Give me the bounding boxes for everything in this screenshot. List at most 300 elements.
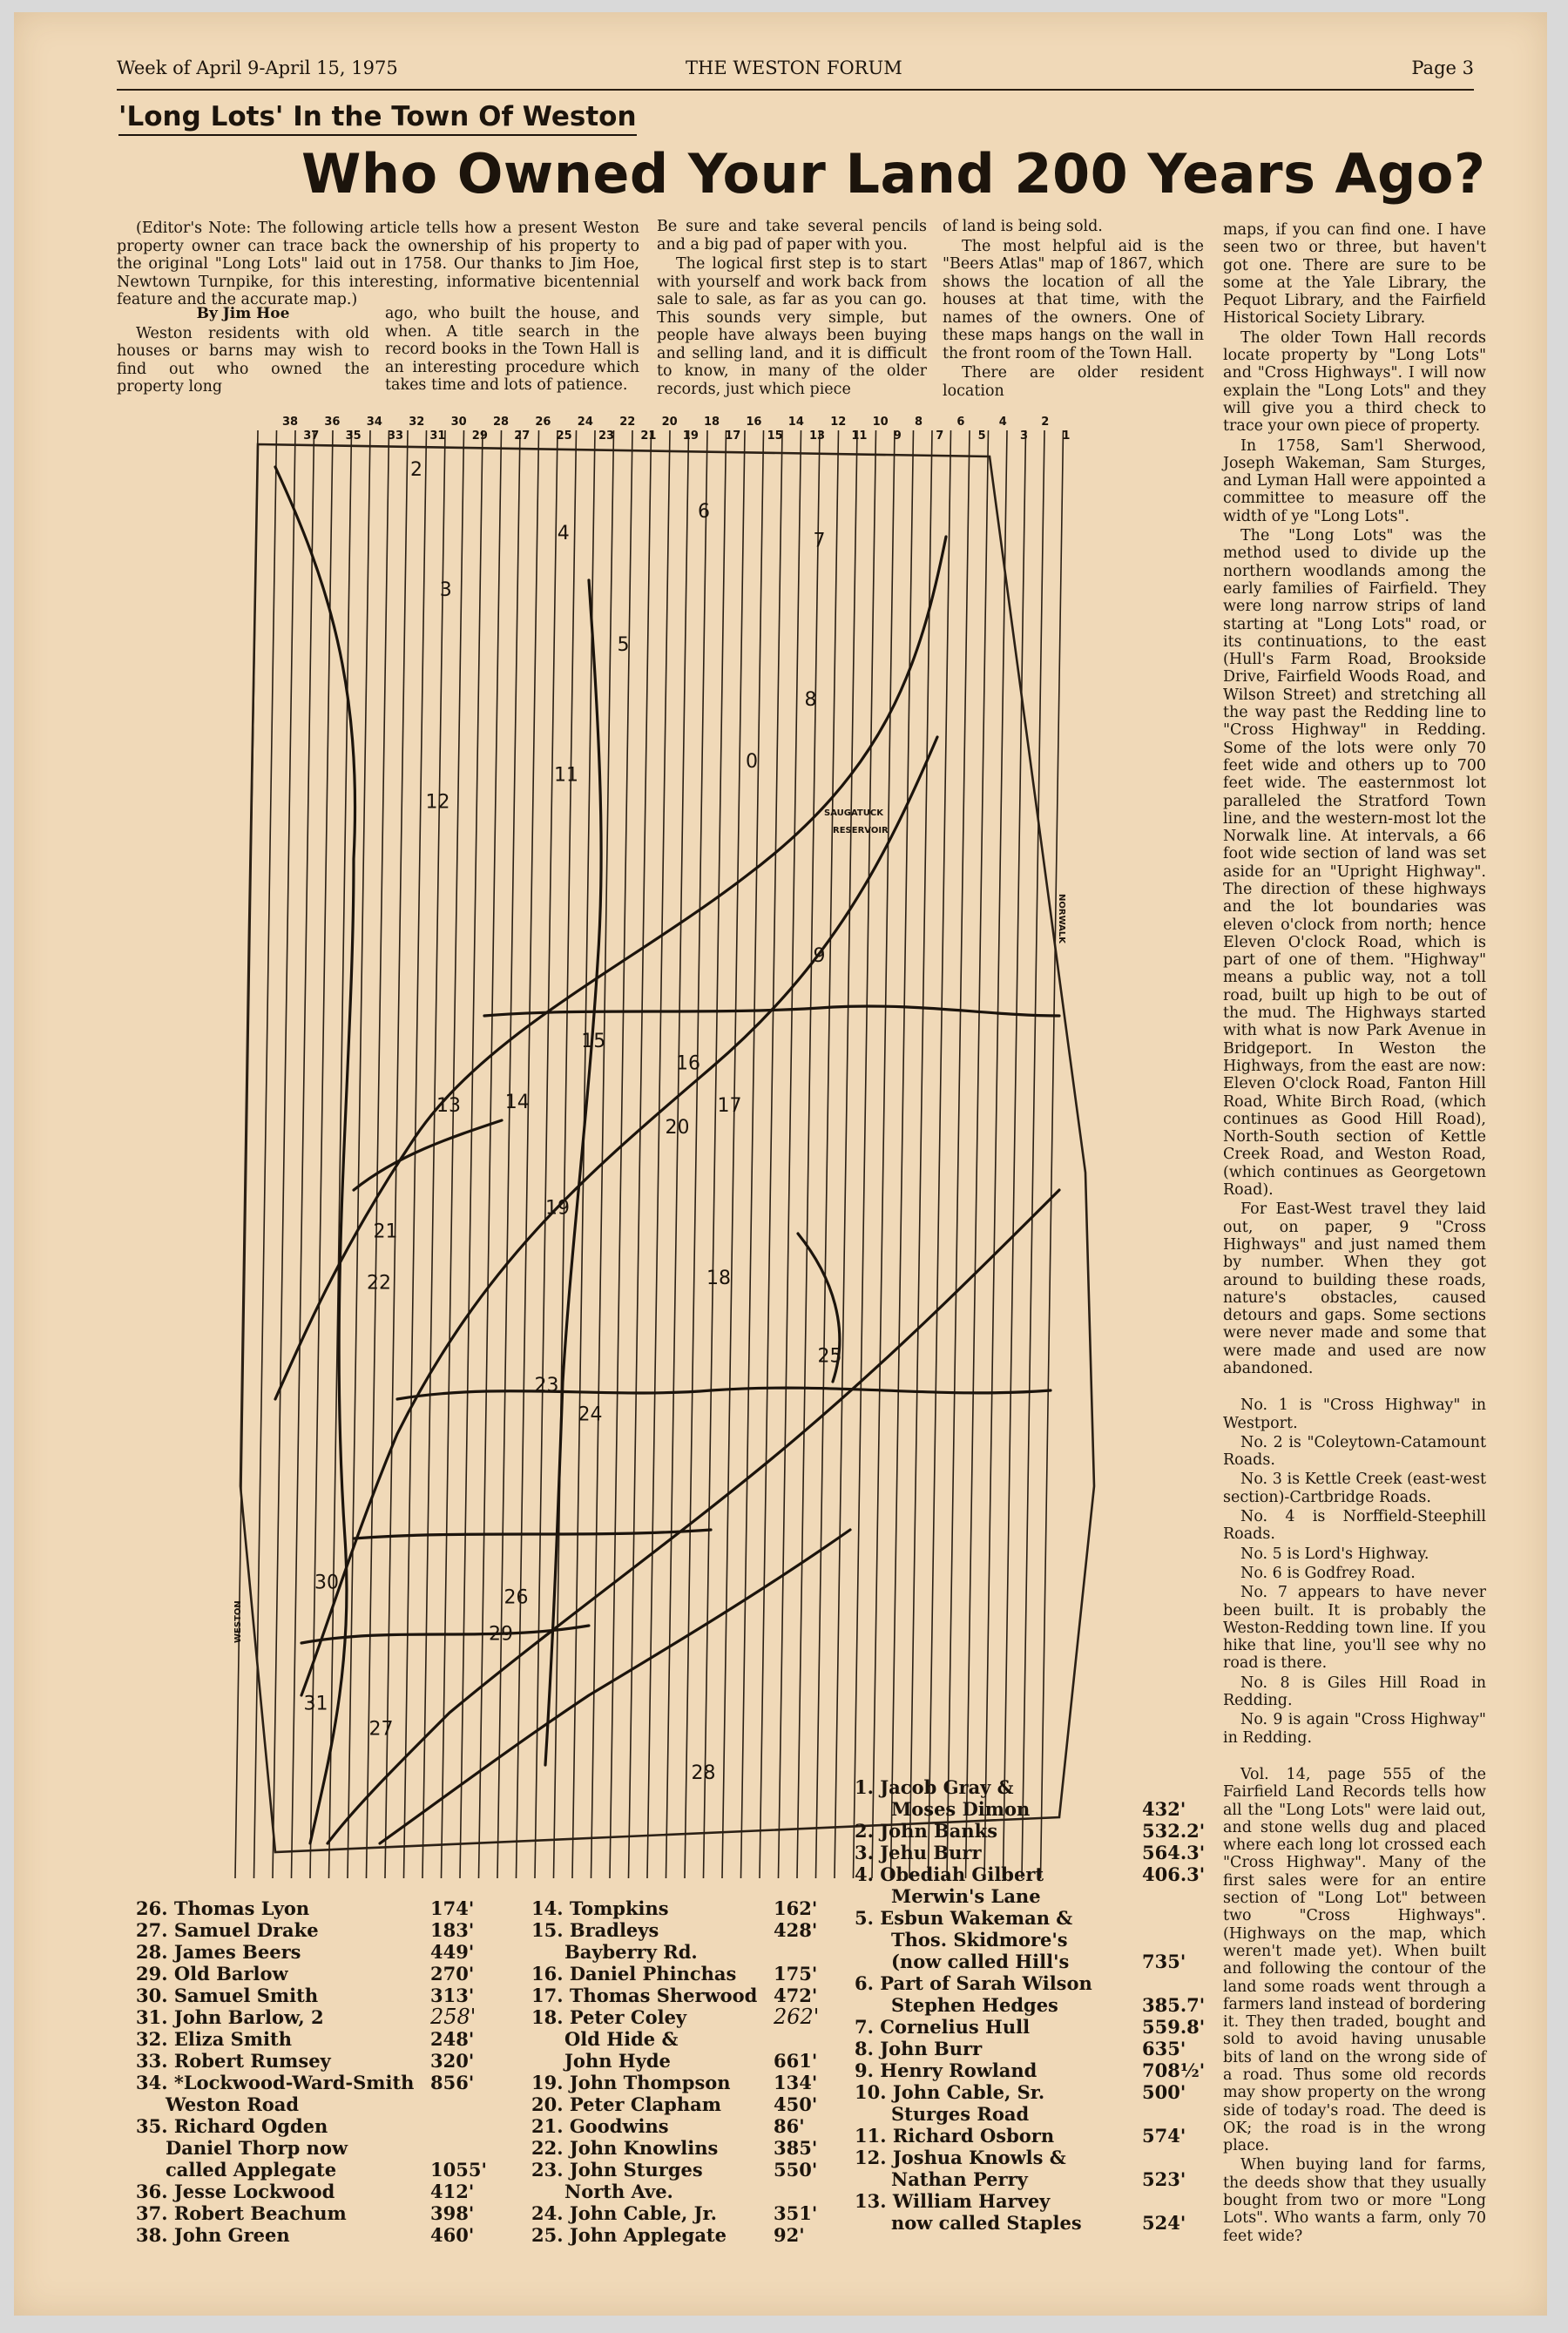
legend-lot-name: Stephen Hedges [891,1994,1058,2016]
legend-lot-name: 11. Richard Osborn [855,2125,1055,2147]
article-column-2 [385,305,639,396]
legend-lot-width: 524' [1142,2212,1186,2234]
lot-boundary-line [797,430,820,1878]
legend-row [136,2028,476,2050]
col3-paragraph-2: The logical first step is to start with yourself and work back from sale to sale, as far as you can go. This sounds very simple, but people have always been buying and selling land, and it is difficult to know, in many of the older records, just which piece [657,255,927,398]
legend-row [136,2115,476,2137]
legend-row [855,1820,1206,1842]
lot-number-label: 15 [581,1031,606,1053]
legend-lot-name: 13. William Harvey [855,2190,1051,2212]
lot-number-label: 27 [368,1718,394,1741]
article-column-3 [657,218,927,400]
lot-boundary-line [909,430,932,1878]
legend-lot-width: 248' [430,2028,475,2050]
legend-lot-name: 6. Part of Sarah Wilson [855,1972,1092,1994]
lot-number-label: 8 [804,688,817,711]
lot-boundary-line [439,430,464,1878]
legend-lot-name: Merwin's Lane [891,1885,1041,1907]
legend-row [136,2181,476,2202]
legend-row [531,2072,862,2093]
legend-row [531,2137,862,2159]
legend-lot-width: 564.3' [1142,1842,1206,1863]
lot-number-label: 22 [367,1272,391,1295]
lot-boundary-line [984,430,1007,1878]
legend-lot-name: (now called Hill's [891,1951,1070,1972]
lot-number-top: 25 [556,429,572,443]
map-place-label: SAUGATUCK [824,808,883,818]
newspaper-name: THE WESTON FORUM [686,57,902,78]
lot-number-top: 12 [830,416,847,429]
legend-lot-width: 559.8' [1142,2016,1206,2038]
legend-row [855,1951,1189,1972]
legend-lot-width: 450' [774,2093,818,2115]
issue-date: Week of April 9-April 15, 1975 [117,57,398,78]
lot-boundary-line [704,430,727,1878]
lot-number-label: 18 [706,1268,731,1290]
legend-lot-name: 16. Daniel Phinchas [531,1963,737,1985]
legend-lot-name: 35. Richard Ogden [136,2115,328,2137]
col3-paragraph-1: Be sure and take several pencils and a big pad of paper with you. [657,218,927,254]
highway-3: No. 3 is Kettle Creek (east-west section)-Cartbridge Roads. [1223,1471,1486,1506]
legend-lot-name: 32. Eliza Smith [136,2028,292,2050]
legend-lot-width: 635' [1142,2038,1186,2059]
legend-row [855,2168,1189,2190]
lot-number-label: 23 [534,1374,559,1396]
legend-lot-name: Bayberry Rd. [564,1941,698,1963]
legend-lot-name: 28. James Beers [136,1941,301,1963]
legend-lot-width: 258' [430,2005,476,2029]
legend-lot-name: 22. John Knowlins [531,2137,719,2159]
legend-lot-name: 34. *Lockwood-Ward-Smith [136,2072,415,2093]
legend-lot-width: 661' [774,2050,818,2072]
highway-9: No. 9 is again "Cross Highway" in Redding. [1223,1711,1486,1747]
lot-number-top: 15 [767,429,783,443]
legend-lot-name: 9. Henry Rowland [855,2059,1037,2081]
lot-number-label: 20 [665,1117,690,1139]
legend-lot-name: 3. Jehu Burr [855,1842,982,1863]
legend-lot-width: 262' [774,2005,820,2029]
legend-lot-width: 574' [1142,2125,1186,2147]
lot-number-top: 2 [1041,416,1050,429]
legend-row [531,2028,862,2050]
lot-number-top: 38 [282,416,299,429]
lot-boundary-line [891,430,914,1878]
lot-boundary-line [929,430,951,1878]
lot-number-label: 29 [489,1623,513,1646]
road-line [354,1120,502,1190]
lot-number-top: 21 [640,429,657,443]
legend-lot-name: 31. John Barlow, 2 [136,2006,324,2028]
masthead [117,57,1474,87]
lot-boundary-line [741,430,764,1878]
legend-lot-width: 432' [1142,1798,1186,1820]
masthead-rule [117,89,1474,91]
lot-number-top: 14 [787,416,804,429]
legend-lot-width: 313' [430,1985,475,2006]
legend-lot-name: 7. Cornelius Hull [855,2016,1031,2038]
right-paragraph-2: The older Town Hall records locate property by "Long Lots" and "Cross Highways". I will now explain the "Long Lots" and they will give you a third check to trace your own piece of property. [1223,328,1486,436]
lot-boundary-line [722,430,745,1878]
legend-lot-width: 86' [774,2115,805,2137]
lot-number-label: 25 [817,1345,842,1368]
legend-lot-width: 856' [430,2072,475,2093]
legend-row [531,2181,862,2202]
lot-boundary-line [872,430,895,1878]
legend-lot-name: 30. Samuel Smith [136,1985,319,2006]
road-line [354,1530,711,1538]
highway-2: No. 2 is "Coleytown-Catamount Roads. [1223,1433,1486,1470]
right-paragraph-5: For East-West travel they laid out, on paper, 9 "Cross Highways" and just named them by number. When they got around to building these roads, nature's obstacles, caused detours and gaps. Some sections were never made and some that were made and used are now abandoned. [1223,1200,1486,1377]
legend-row [855,1776,1189,1798]
legend-lot-width: 398' [430,2202,475,2224]
legend-lot-name: 17. Thomas Sherwood [531,1985,758,2006]
legend-row [531,1897,862,1919]
map-place-label: NORWALK [1057,894,1066,944]
highway-5: No. 5 is Lord's Highway. [1240,1545,1429,1563]
lot-number-top: 26 [535,416,551,429]
legend-row [531,1941,862,1963]
lot-number-top: 18 [704,416,720,429]
map-drawing [223,406,1129,1887]
legend-row [855,2038,1189,2059]
lot-number-top: 37 [303,429,320,443]
map-place-label: RESERVOIR [833,826,889,835]
legend-lot-name: 8. John Burr [855,2038,983,2059]
legend-lot-name: 25. John Applegate [531,2224,727,2246]
legend-row [531,2050,862,2072]
legend-lot-width: 385' [774,2137,818,2159]
lot-number-top: 3 [1020,429,1029,443]
legend-lot-width: 735' [1142,1951,1186,1972]
legend-row [136,2202,476,2224]
lot-number-top: 30 [450,416,467,429]
legend-row [855,1863,1206,1885]
legend-lot-name: 21. Goodwins [531,2115,669,2137]
legend-row [136,1985,476,2006]
lot-number-label: 17 [717,1095,742,1117]
lot-boundary-line [345,429,370,1878]
lot-number-label: 9 [813,944,826,967]
legend-lot-name: 2. John Banks [855,1820,998,1842]
lot-number-top: 9 [893,429,902,443]
legend-lots-14-25 [531,1897,862,2246]
lot-boundary-line [273,430,295,1878]
legend-lot-width: 708½' [1142,2059,1206,2081]
legend-row [855,1798,1189,1820]
lot-number-top: 28 [493,416,510,429]
legend-row [136,2006,476,2028]
legend-row [531,2159,862,2181]
legend-row [136,2093,476,2115]
legend-row [855,2016,1206,2038]
main-headline: Who Owned Your Land 200 Years Ago? [301,142,1486,206]
byline: By Jim Hoe [196,305,290,322]
col4-paragraph-3: There are older resident location [943,364,1204,400]
lot-number-top: 29 [471,429,488,443]
legend-row [855,2103,1189,2125]
right-paragraph-4: The "Long Lots" was the method used to divide up the northern woodlands among the early families of Fairfield. They were long narrow strips of land starting at "Long Lots" road, or its continuations, to the east (Hull's Farm Road, Brookside Drive, Fairfield Woods Road, and Wilson Street) and stretching all the way past the Redding line to "Cross Highway" in Redding. Some of the lots were only 70 feet wide and others up to 700 feet wide. The easternmost lot paralleled the Stratford Town line, and the western-most lot the Norwalk line. At intervals, a 66 foot wide section of land was set aside for an "Upright Highway". The direction of these highways and the lot boundaries was eleven o'clock from north; hence Eleven O'clock Road, which is part of one of them. "Highway" means a public way, not a toll road, built up high to be out of the mud. The Highways started with what is now Park Avenue in Bridgeport. In Weston the Highways, from the east are now: Eleven O'clock Road, Fanton Hill Road, White Birch Road, (which continues as Good Hill Road), North-South section of Kettle Creek Road, and Weston Road, (which continues as Georgetown Road). [1223,527,1486,1200]
legend-lot-width: 406.3' [1142,1863,1206,1885]
legend-lot-name: 12. Joshua Knowls & [855,2147,1066,2168]
right-paragraph-6: Vol. 14, page 555 of the Fairfield Land Records tells how all the "Long Lots" were laid out, and stone wells dug and placed where each long lot crossed each "Cross Highway". Many of the first sales were for an entire section of "Long Lot" between two "Cross Highways". (Highways on the map, which weren't made yet). When built and following the contour of the land some roads went through a farmers land instead of bordering it. They then traded, bought and sold to avoid having unusable bits of land on the wrong side of a road. Thus some old records may show property on the wrong side of today's road. The deed is OK; the road is in the wrong place. [1223,1765,1486,2155]
legend-lot-name: 38. John Green [136,2224,290,2246]
lot-boundary-line [647,430,670,1878]
lot-number-label: 6 [698,500,710,523]
legend-row [531,1963,862,1985]
lot-boundary-line [460,430,483,1878]
legend-row [855,1885,1189,1907]
page-number: Page 3 [1411,57,1474,78]
legend-lot-name: 10. John Cable, Sr. [855,2081,1045,2103]
legend-lots-1-13 [855,1776,1206,2234]
legend-lot-name: 37. Robert Beachum [136,2202,347,2224]
legend-lot-name: 1. Jacob Gray & [855,1776,1014,1798]
legend-lot-width: 412' [430,2181,475,2202]
legend-lot-width: 1055' [430,2159,487,2181]
lot-boundary-line [235,430,258,1878]
lot-number-top: 20 [661,416,678,429]
right-paragraph-7: When buying land for farms, the deeds show that they usually bought from two or more "Long Lots". Who wants a farm, only 70 feet wide? [1223,2156,1486,2245]
legend-row [136,2137,476,2159]
lot-number-top: 7 [936,429,944,443]
legend-lot-width: 385.7' [1142,1994,1206,2016]
legend-row [136,2159,487,2181]
lot-number-top: 16 [746,416,762,429]
lot-boundary-line [479,430,502,1878]
legend-lot-name: 20. Peter Clapham [531,2093,721,2115]
legend-lot-name: Daniel Thorp now [166,2137,348,2159]
lot-number-label: 19 [545,1197,570,1220]
legend-row [855,1842,1206,1863]
legend-lot-name: 29. Old Barlow [136,1963,288,1985]
legend-lot-name: North Ave. [564,2181,673,2202]
legend-lot-width: 320' [430,2050,475,2072]
lot-number-label: 4 [557,523,570,545]
col4-paragraph-1: of land is being sold. [943,218,1103,235]
lot-number-label: 28 [691,1762,716,1785]
legend-lot-name: 24. John Cable, Jr. [531,2202,717,2224]
col1-paragraph: Weston residents with old houses or barns may wish to find out who owned the property long [117,324,369,396]
lot-boundary-line [1022,430,1044,1878]
legend-row [531,2202,862,2224]
legend-row [855,2147,1189,2168]
lot-boundary-line [535,430,558,1878]
legend-row [136,2050,476,2072]
legend-lot-name: called Applegate [166,2159,337,2181]
legend-lot-name: Thos. Skidmore's [891,1929,1068,1951]
legend-row [855,2212,1189,2234]
legend-row [531,2224,862,2246]
legend-lot-name: Weston Road [166,2093,300,2115]
legend-lot-width: 92' [774,2224,805,2246]
highway-7: No. 7 appears to have never been built. It is probably the Weston-Redding town line. If you hike that line, you'll see why no road is there. [1223,1584,1486,1673]
lot-number-top: 8 [915,416,923,429]
lot-number-label: 24 [578,1403,603,1426]
legend-lot-width: 550' [774,2159,818,2181]
legend-lot-name: Sturges Road [891,2103,1030,2125]
lot-number-top: 6 [956,416,965,429]
legend-lot-width: 428' [774,1919,818,1941]
legend-row [531,1985,862,2006]
lot-number-top: 23 [598,429,615,443]
newspaper-page [14,12,1547,2316]
lot-boundary-line [292,430,314,1878]
legend-lot-name: now called Staples [891,2212,1082,2234]
lot-number-top: 4 [998,416,1007,429]
legend-row [136,2072,476,2093]
legend-row [855,2081,1189,2103]
legend-row [855,2125,1189,2147]
lot-boundary-line [254,430,277,1878]
legend-row [531,2006,862,2028]
legend-lot-width: 472' [774,1985,818,2006]
lot-boundary-line [760,430,782,1878]
lot-boundary-line [572,430,595,1878]
lot-boundary-line [947,430,970,1878]
col4-paragraph-2: The most helpful aid is the "Beers Atlas" map of 1867, which shows the location of all the houses at that time, with the names of the owners. One of these maps hangs on the wall in the front room of the Town Hall. [943,237,1204,362]
legend-row [136,1963,476,1985]
legend-lot-name: 26. Thomas Lyon [136,1897,310,1919]
legend-lot-name: 27. Samuel Drake [136,1919,319,1941]
lot-boundary-line [966,430,989,1878]
legend-lot-name: 15. Bradleys [531,1919,659,1941]
lot-number-top: 35 [345,429,362,443]
legend-lot-name: Old Hide & [564,2028,679,2050]
lot-number-top: 27 [514,429,531,443]
legend-lot-name: 18. Peter Coley [531,2006,687,2028]
article-right-column [1223,221,1486,2247]
lot-number-label: 21 [373,1221,398,1243]
lot-number-top: 11 [851,429,868,443]
legend-lot-width: 162' [774,1897,818,1919]
legend-lot-name: 4. Obediah Gilbert [855,1863,1044,1885]
lot-number-top: 1 [1062,429,1071,443]
legend-lot-name: John Hyde [564,2050,671,2072]
lot-number-top: 17 [725,429,741,443]
legend-row [855,1907,1189,1929]
legend-lot-width: 175' [774,1963,818,1985]
lot-number-top: 10 [872,416,889,429]
lot-boundary-line [835,430,857,1878]
legend-lot-name: 23. John Sturges [531,2159,703,2181]
lot-number-top: 31 [429,429,446,443]
lot-number-label: 14 [504,1091,530,1113]
legend-lot-width: 270' [430,1963,475,1985]
right-paragraph-1: maps, if you can find one. I have seen two or three, but haven't got one. There are sure to be some at the Yale Library, the Pequot Library, and the Fairfield Historical Society Library. [1223,221,1486,328]
lot-number-top: 33 [388,429,404,443]
legend-row [855,2059,1206,2081]
lot-number-top: 24 [577,416,593,429]
legend-lot-name: 19. John Thompson [531,2072,731,2093]
lot-number-top: 32 [409,416,425,429]
col2-paragraph: ago, who built the house, and when. A title search in the record books in the Town Hall is an interesting procedure which takes time and lots of patience. [385,305,639,394]
road-line [397,1388,1051,1399]
legend-lot-width: 532.2' [1142,1820,1206,1842]
legend-lot-width: 523' [1142,2168,1186,2190]
legend-lots-26-38 [136,1897,487,2246]
legend-lot-width: 351' [774,2202,818,2224]
lot-number-label: 5 [617,633,630,656]
editor-note [117,220,639,311]
map-place-label: WESTON [233,1600,243,1643]
kicker-headline: 'Long Lots' In the Town Of Weston [118,99,637,136]
lot-number-top: 5 [977,429,986,443]
legend-row [855,1994,1206,2016]
article-column-1 [117,305,369,398]
lot-boundary-line [554,430,577,1878]
legend-lot-width: 460' [430,2224,475,2246]
legend-row [136,1941,476,1963]
lot-number-top: 34 [366,416,382,429]
legend-row [531,2115,862,2137]
highway-1: No. 1 is "Cross Highway" in Westport. [1223,1396,1486,1432]
lot-number-label: 0 [746,751,758,774]
lot-boundary-line [367,430,389,1878]
legend-lot-width: 500' [1142,2081,1186,2103]
editor-note-text: (Editor's Note: The following article tells how a present Weston property owner can trace back the ownership of his property to the original "Long Lots" laid out in 1758. Our thanks to Jim Hoe, Newtown Turnpike, for this interesting, informative bicentennial feature and the accurate map.) [117,220,639,308]
legend-row [855,2190,1189,2212]
legend-lot-width: 174' [430,1897,475,1919]
lot-number-label: 13 [436,1095,461,1117]
lot-boundary-line [517,430,539,1878]
lot-number-label: 31 [303,1693,328,1715]
legend-row [855,1972,1189,1994]
lot-number-label: 12 [425,791,450,814]
lot-boundary-line [779,430,801,1878]
lot-number-label: 2 [410,459,422,481]
lot-boundary-line [682,429,707,1878]
long-lots-map [223,406,1129,1887]
legend-lot-width: 134' [774,2072,818,2093]
legend-row [855,1929,1189,1951]
legend-lot-name: Moses Dimon [891,1798,1031,1820]
lot-number-label: 30 [314,1572,339,1594]
right-paragraph-3: In 1758, Sam'l Sherwood, Joseph Wakeman, Sam Sturges, and Lyman Hall were appointed a committee to measure off the width of ye "Long Lots". [1223,436,1486,525]
lot-number-top: 19 [682,429,699,443]
lot-number-top: 22 [619,416,636,429]
highway-6: No. 6 is Godfrey Road. [1240,1564,1416,1582]
lot-number-label: 11 [554,764,578,787]
highway-8: No. 8 is Giles Hill Road in Redding. [1223,1674,1486,1710]
legend-row [136,2224,476,2246]
road-line [301,737,937,1695]
lot-boundary-line [813,430,839,1878]
legend-row [531,2093,862,2115]
lot-number-top: 36 [324,416,341,429]
lot-number-label: 7 [813,530,826,552]
legend-lot-width: 183' [430,1919,475,1941]
lot-boundary-line [666,430,689,1878]
lot-number-top: 13 [809,429,826,443]
lot-number-label: 16 [676,1052,700,1075]
article-column-4 [943,218,1204,402]
legend-row [136,1897,476,1919]
legend-row [531,1919,862,1941]
legend-lot-name: 36. Jesse Lockwood [136,2181,335,2202]
road-line [484,1006,1059,1016]
legend-lot-name: Nathan Perry [891,2168,1028,2190]
legend-lot-name: 33. Robert Rumsey [136,2050,331,2072]
legend-lot-name: 5. Esbun Wakeman & [855,1907,1073,1929]
lot-boundary-line [854,430,876,1878]
lot-number-label: 26 [504,1586,529,1609]
legend-lot-name: 14. Tompkins [531,1897,669,1919]
lot-boundary-line [497,430,520,1878]
legend-row [136,1919,476,1941]
lot-number-label: 3 [439,578,452,601]
legend-lot-width: 449' [430,1941,475,1963]
highway-4: No. 4 is Norffield-Steephill Roads. [1223,1508,1486,1544]
